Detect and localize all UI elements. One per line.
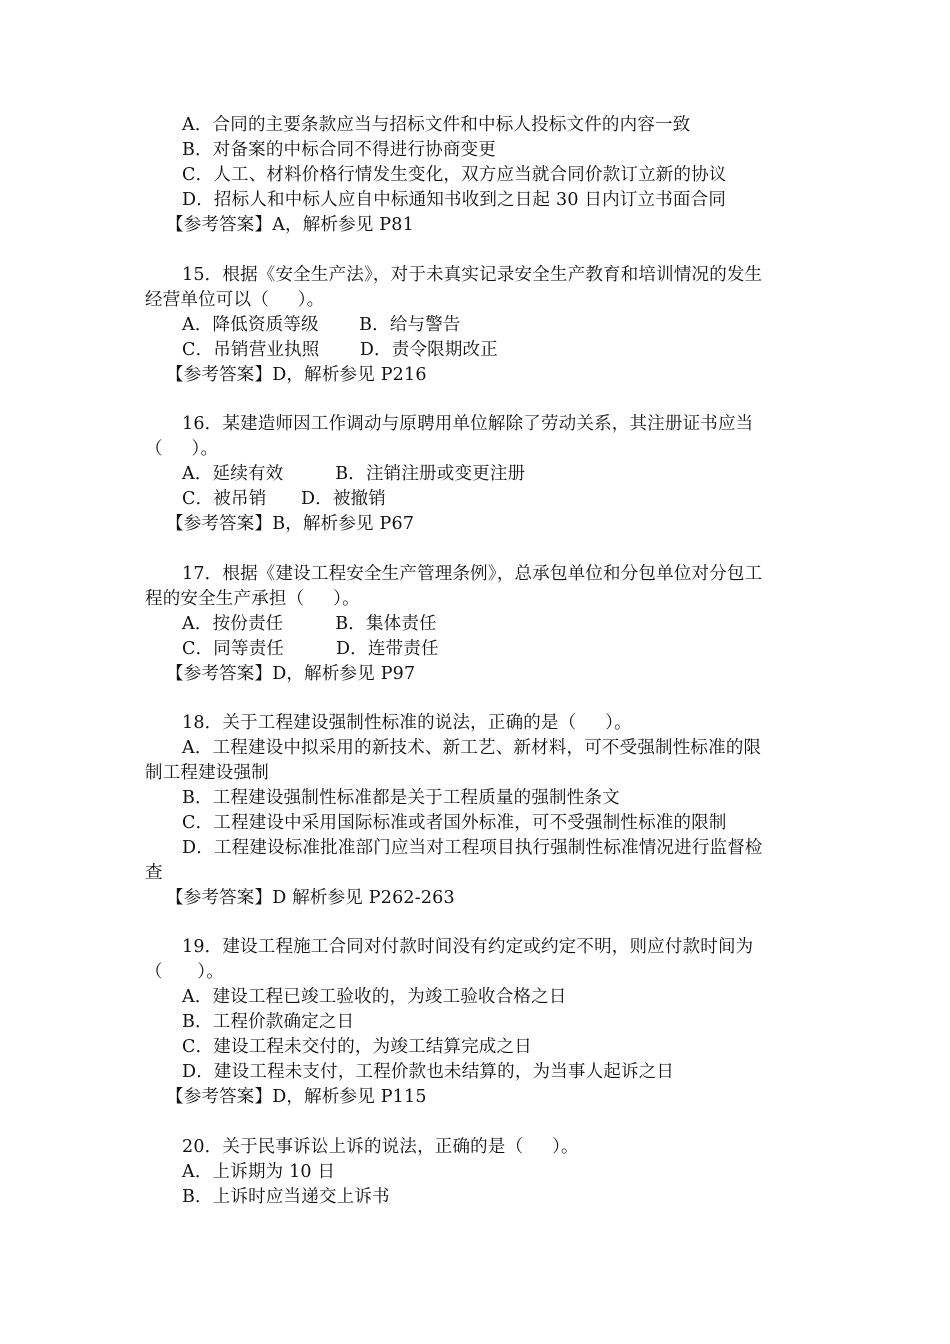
q18-option-a-cont: 制工程建设强制 [145, 763, 269, 783]
q20-option-a: A．上诉期为 10 日 [182, 1162, 336, 1182]
q14-option-b: B．对备案的中标合同不得进行协商变更 [182, 140, 496, 160]
q17-answer: 【参考答案】D，解析参见 P97 [166, 664, 416, 684]
q19-answer: 【参考答案】D，解析参见 P115 [166, 1087, 427, 1107]
q14-option-a: A．合同的主要条款应当与招标文件和中标人投标文件的内容一致 [182, 115, 691, 135]
q17-options-cd: C．同等责任 D．连带责任 [182, 639, 439, 659]
q18-option-b: B．工程建设强制性标准都是关于工程质量的强制性条文 [182, 788, 620, 808]
q14-option-d: D．招标人和中标人应自中标通知书收到之日起 30 日内订立书面合同 [182, 190, 727, 210]
q15-stem-cont: 经营单位可以（ ）。 [145, 290, 325, 310]
q14-option-c: C．人工、材料价格行情发生变化，双方应当就合同价款订立新的协议 [182, 165, 727, 185]
q16-stem: 16．某建造师因工作调动与原聘用单位解除了劳动关系，其注册证书应当 [182, 414, 754, 434]
q17-stem-cont: 程的安全生产承担（ ）。 [145, 589, 360, 609]
q19-option-b: B．工程价款确定之日 [182, 1012, 355, 1032]
q18-stem: 18．关于工程建设强制性标准的说法，正确的是（ ）。 [182, 713, 632, 733]
q15-stem: 15．根据《安全生产法》，对于未真实记录安全生产教育和培训情况的发生 [182, 265, 763, 285]
q18-option-d-cont: 查 [145, 863, 163, 883]
q16-options-cd: C．被吊销 D．被撤销 [182, 489, 386, 509]
q15-options-ab: A．降低资质等级 B．给与警告 [182, 315, 461, 335]
q20-option-b: B．上诉时应当递交上诉书 [182, 1187, 390, 1207]
q16-stem-cont: （ ）。 [145, 439, 219, 459]
q19-stem: 19．建设工程施工合同对付款时间没有约定或约定不明，则应付款时间为 [182, 937, 754, 957]
q18-option-d: D．工程建设标准批准部门应当对工程项目执行强制性标准情况进行监督检 [182, 838, 763, 858]
q16-options-ab: A．延续有效 B．注销注册或变更注册 [182, 464, 526, 484]
q17-stem: 17．根据《建设工程安全生产管理条例》，总承包单位和分包单位对分包工 [182, 564, 763, 584]
q18-option-a: A．工程建设中拟采用的新技术、新工艺、新材料，可不受强制性标准的限 [182, 738, 762, 758]
q18-option-c: C．工程建设中采用国际标准或者国外标准，可不受强制性标准的限制 [182, 813, 727, 833]
q19-option-a: A．建设工程已竣工验收的，为竣工验收合格之日 [182, 987, 567, 1007]
q17-options-ab: A．按份责任 B．集体责任 [182, 614, 437, 634]
q19-option-d: D．建设工程未支付，工程价款也未结算的，为当事人起诉之日 [182, 1062, 675, 1082]
q15-options-cd: C．吊销营业执照 D．责令限期改正 [182, 340, 498, 360]
q19-option-c: C．建设工程未交付的，为竣工结算完成之日 [182, 1037, 532, 1057]
q16-answer: 【参考答案】B，解析参见 P67 [166, 514, 415, 534]
q14-answer: 【参考答案】A，解析参见 P81 [166, 215, 414, 235]
q19-stem-cont: （ ）。 [145, 962, 224, 982]
q15-answer: 【参考答案】D，解析参见 P216 [166, 365, 427, 385]
q20-stem: 20．关于民事诉讼上诉的说法，正确的是（ ）。 [182, 1137, 579, 1157]
q18-answer: 【参考答案】D 解析参见 P262-263 [166, 888, 455, 908]
